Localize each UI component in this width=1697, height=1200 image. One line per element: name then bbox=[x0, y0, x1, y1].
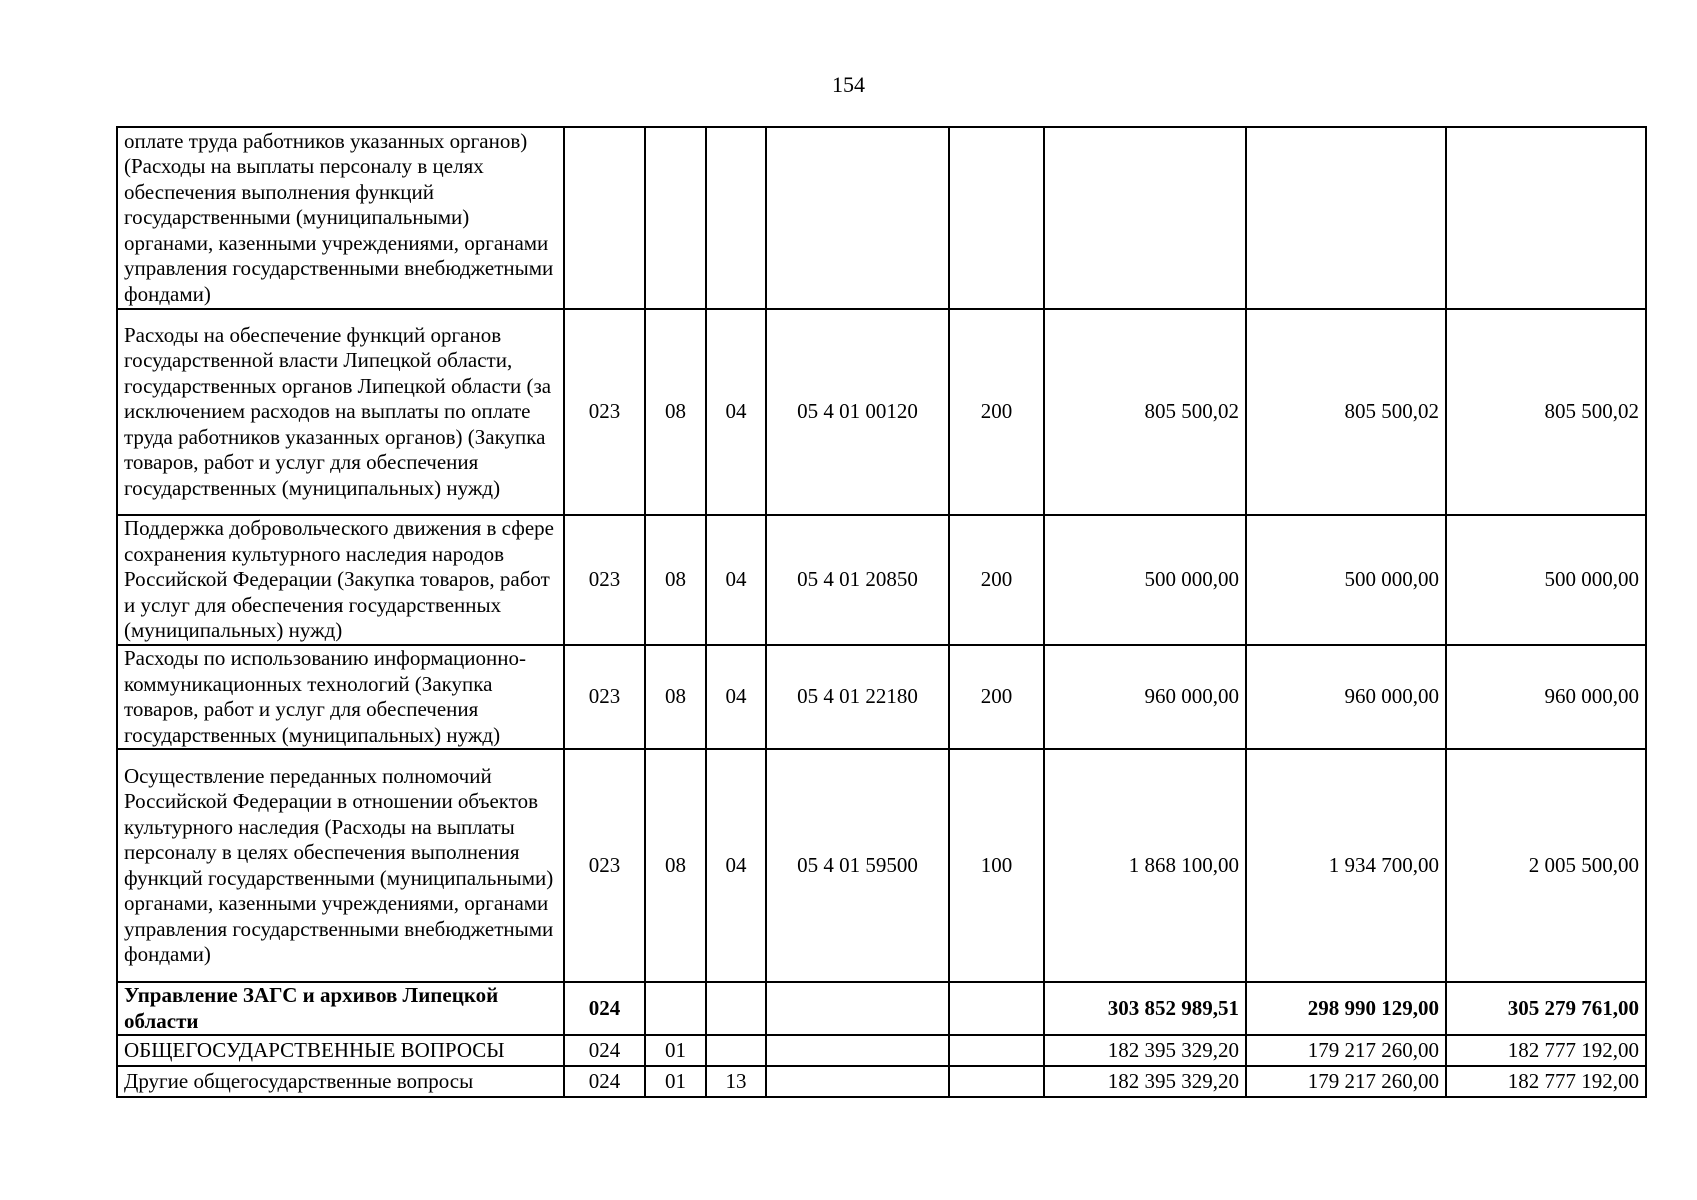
section-code: 01 bbox=[645, 1066, 706, 1097]
target-code: 05 4 01 59500 bbox=[766, 749, 949, 982]
row-description: Расходы на обеспечение функций органов государственной власти Липецкой области, государственных органов Липецкой области (за исключением расходов на выплаты по оплате труда работников указанных органов) (Закупка товаров, работ и услуг для обеспечения государственных (муниципальных) нужд) bbox=[117, 309, 564, 515]
ministry-code: 024 bbox=[564, 982, 645, 1035]
amount-year-2 bbox=[1246, 127, 1446, 309]
subsection-code: 04 bbox=[706, 515, 766, 645]
section-code bbox=[645, 982, 706, 1035]
amount-year-3: 305 279 761,00 bbox=[1446, 982, 1646, 1035]
subsection-code bbox=[706, 127, 766, 309]
subsection-code: 04 bbox=[706, 309, 766, 515]
section-code: 08 bbox=[645, 309, 706, 515]
amount-year-1 bbox=[1044, 127, 1246, 309]
expense-type-code bbox=[949, 1035, 1044, 1066]
row-description: оплате труда работников указанных органов) (Расходы на выплаты персоналу в целях обеспечения выполнения функций государственными (муниципальными) органами, казенными учреждениями, органами управления государственными внебюджетными фондами) bbox=[117, 127, 564, 309]
amount-year-1: 805 500,02 bbox=[1044, 309, 1246, 515]
row-description: Другие общегосударственные вопросы bbox=[117, 1066, 564, 1097]
subsection-code bbox=[706, 982, 766, 1035]
row-description: Расходы по использованию информационно-коммуникационных технологий (Закупка товаров, работ и услуг для обеспечения государственных (муниципальных) нужд) bbox=[117, 645, 564, 749]
amount-year-2: 179 217 260,00 bbox=[1246, 1066, 1446, 1097]
table-row bbox=[117, 749, 1646, 982]
row-description: Поддержка добровольческого движения в сфере сохранения культурного наследия народов Российской Федерации (Закупка товаров, работ и услуг для обеспечения государственных (муниципальных) нужд) bbox=[117, 515, 564, 645]
target-code: 05 4 01 00120 bbox=[766, 309, 949, 515]
ministry-code: 024 bbox=[564, 1035, 645, 1066]
table-row bbox=[117, 127, 1646, 309]
amount-year-3: 960 000,00 bbox=[1446, 645, 1646, 749]
subsection-code: 04 bbox=[706, 645, 766, 749]
ministry-code: 023 bbox=[564, 515, 645, 645]
target-code bbox=[766, 127, 949, 309]
section-code: 08 bbox=[645, 515, 706, 645]
amount-year-1: 500 000,00 bbox=[1044, 515, 1246, 645]
page-number: 154 bbox=[832, 72, 865, 97]
row-description: Осуществление переданных полномочий Российской Федерации в отношении объектов культурного наследия (Расходы на выплаты персоналу в целях обеспечения выполнения функций государственными (муниципальными) органами, казенными учреждениями, органами управления государственными внебюджетными фондами) bbox=[117, 749, 564, 982]
expense-type-code: 100 bbox=[949, 749, 1044, 982]
ministry-code: 023 bbox=[564, 309, 645, 515]
section-code: 08 bbox=[645, 645, 706, 749]
amount-year-1: 303 852 989,51 bbox=[1044, 982, 1246, 1035]
expense-type-code: 200 bbox=[949, 309, 1044, 515]
table-row bbox=[117, 515, 1646, 645]
expense-type-code bbox=[949, 1066, 1044, 1097]
section-code bbox=[645, 127, 706, 309]
budget-table bbox=[116, 126, 1647, 1098]
amount-year-1: 960 000,00 bbox=[1044, 645, 1246, 749]
amount-year-2: 298 990 129,00 bbox=[1246, 982, 1446, 1035]
amount-year-3: 2 005 500,00 bbox=[1446, 749, 1646, 982]
target-code: 05 4 01 22180 bbox=[766, 645, 949, 749]
amount-year-3: 182 777 192,00 bbox=[1446, 1035, 1646, 1066]
amount-year-2: 500 000,00 bbox=[1246, 515, 1446, 645]
subsection-code bbox=[706, 1035, 766, 1066]
expense-type-code bbox=[949, 127, 1044, 309]
amount-year-1: 182 395 329,20 bbox=[1044, 1035, 1246, 1066]
target-code bbox=[766, 1066, 949, 1097]
amount-year-1: 182 395 329,20 bbox=[1044, 1066, 1246, 1097]
amount-year-3: 500 000,00 bbox=[1446, 515, 1646, 645]
amount-year-3: 182 777 192,00 bbox=[1446, 1066, 1646, 1097]
ministry-code: 023 bbox=[564, 645, 645, 749]
amount-year-2: 1 934 700,00 bbox=[1246, 749, 1446, 982]
amount-year-2: 960 000,00 bbox=[1246, 645, 1446, 749]
target-code bbox=[766, 1035, 949, 1066]
table-row bbox=[117, 1066, 1646, 1097]
amount-year-3: 805 500,02 bbox=[1446, 309, 1646, 515]
amount-year-2: 805 500,02 bbox=[1246, 309, 1446, 515]
row-description: ОБЩЕГОСУДАРСТВЕННЫЕ ВОПРОСЫ bbox=[117, 1035, 564, 1066]
subsection-code: 04 bbox=[706, 749, 766, 982]
ministry-code bbox=[564, 127, 645, 309]
ministry-code: 024 bbox=[564, 1066, 645, 1097]
section-code: 08 bbox=[645, 749, 706, 982]
expense-type-code: 200 bbox=[949, 645, 1044, 749]
section-code: 01 bbox=[645, 1035, 706, 1066]
subsection-code: 13 bbox=[706, 1066, 766, 1097]
table-row bbox=[117, 309, 1646, 515]
table-row-department-total bbox=[117, 982, 1646, 1035]
table-row bbox=[117, 1035, 1646, 1066]
expense-type-code: 200 bbox=[949, 515, 1044, 645]
amount-year-1: 1 868 100,00 bbox=[1044, 749, 1246, 982]
target-code bbox=[766, 982, 949, 1035]
ministry-code: 023 bbox=[564, 749, 645, 982]
expense-type-code bbox=[949, 982, 1044, 1035]
row-description: Управление ЗАГС и архивов Липецкой области bbox=[117, 982, 564, 1035]
amount-year-3 bbox=[1446, 127, 1646, 309]
table-row bbox=[117, 645, 1646, 749]
target-code: 05 4 01 20850 bbox=[766, 515, 949, 645]
amount-year-2: 179 217 260,00 bbox=[1246, 1035, 1446, 1066]
